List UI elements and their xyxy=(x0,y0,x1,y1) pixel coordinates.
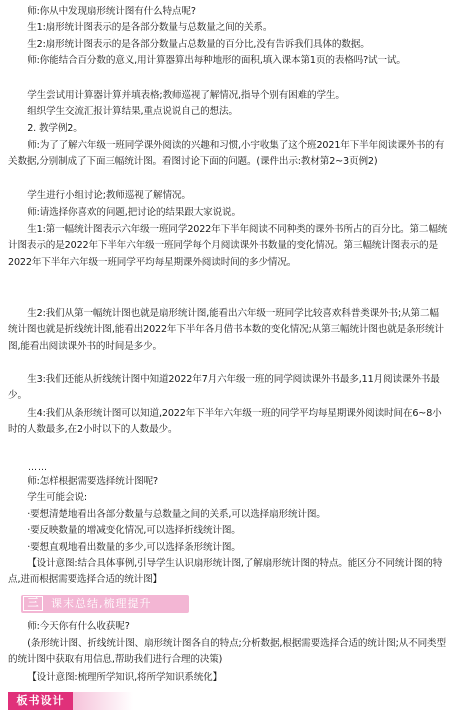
paragraph-students-calc: 学生尝试用计算器计算并填表格;教师巡视了解情况,指导个别有困难的学生。 xyxy=(27,90,345,101)
ellipsis: …… xyxy=(28,463,48,473)
heading-example2: 2. 教学例2。 xyxy=(27,123,83,134)
paragraph-answer1: 生1:第一幅统计图表示六年级一班同学2022年下半年阅读不同种类的课外书所占的百分比。第二幅统计图表示的是2022年下半年六年级一班同学每个月阅读课外书数量的变化情况。第三幅统计图表示的是2022年下半年六年级一班同学平均每星期课外阅读时间的多少情况。 xyxy=(8,224,448,268)
paragraph-students-say: 学生可能会说: xyxy=(27,492,87,503)
section-title: 课末总结,梳理提升 xyxy=(51,597,152,610)
paragraph-answer4: 生4:我们从条形统计图可以知道,2022年下半年六年级一班的同学平均每星期课外阅读时间在6~8小时的人数最多,在2小时以下的人数最少。 xyxy=(8,408,442,436)
paragraph-teacher-calc: 师:你能结合百分数的意义,用计算器算出每种地形的面积,填入课本第1页的表格吗?试一试。 xyxy=(27,55,406,66)
design-intent-2: 【设计意图:梳理所学知识,将所学知识系统化】 xyxy=(27,672,223,683)
bullet-line: ·要反映数量的增减变化情况,可以选择折线统计图。 xyxy=(27,525,241,536)
paragraph-teacher-question: 师:你从中发现扇形统计图有什么特点呢? xyxy=(27,6,196,17)
paragraph-answer3: 生3:我们还能从折线统计图中知道2022年7月六年级一班的同学阅读课外书最多,11月阅读课外书最少。 xyxy=(8,374,440,402)
paragraph-teacher-choose: 师:请选择你喜欢的问题,把讨论的结果跟大家说说。 xyxy=(27,207,241,218)
section-number: 三 xyxy=(23,596,43,611)
bullet-bar: ·要想直观地看出数量的多少,可以选择条形统计图。 xyxy=(27,542,241,553)
section-banner xyxy=(21,595,189,613)
design-intent-1: 【设计意图:结合具体事例,引导学生认识扇形统计图,了解扇形统计图的特点。能区分不同统计图的特点,进而根据需要选择合适的统计图】 xyxy=(8,558,443,586)
paragraph-student1: 生1:扇形统计图表示的是各部分数量与总数量之间的关系。 xyxy=(27,22,273,33)
paragraph-summary: (条形统计图、折线统计图、扇形统计图各自的特点;分析数据,根据需要选择合适的统计图;从不同类型的统计图中获取有用信息,帮助我们进行合理的决策) xyxy=(8,638,446,666)
board-design-label: 板书设计 xyxy=(8,692,73,710)
board-design-tail xyxy=(73,692,133,710)
paragraph-report: 组织学生交流汇报计算结果,重点说说自己的想法。 xyxy=(27,106,238,117)
paragraph-teacher-how: 师:怎样根据需要选择统计图呢? xyxy=(27,476,158,487)
paragraph-teacher-example2: 师:为了了解六年级一班同学课外阅读的兴趣和习惯,小宇收集了这个班2021年下半年阅读课外书的有关数据,分别制成了下面三幅统计图。看图讨论下面的问题。(课件出示:教材第2~3页例2) xyxy=(8,140,445,168)
paragraph-teacher-harvest: 师:今天你有什么收获呢? xyxy=(27,621,130,632)
paragraph-student2: 生2:扇形统计图表示的是各部分数量占总数量的百分比,没有告诉我们具体的数据。 xyxy=(27,39,370,50)
paragraph-group-discussion: 学生进行小组讨论;教师巡视了解情况。 xyxy=(27,190,191,201)
bullet-pie: ·要想清楚地看出各部分数量与总数量之间的关系,可以选择扇形统计图。 xyxy=(27,509,326,520)
paragraph-answer2: 生2:我们从第一幅统计图也就是扇形统计图,能看出六年级一班同学比较喜欢科普类课外书;从第二幅统计图也就是折线统计图,能看出2022年下半年各月借书本数的变化情况;从第三幅统计图也就是条形统计图,能看出阅读课外书的时间是多少。 xyxy=(8,308,444,352)
